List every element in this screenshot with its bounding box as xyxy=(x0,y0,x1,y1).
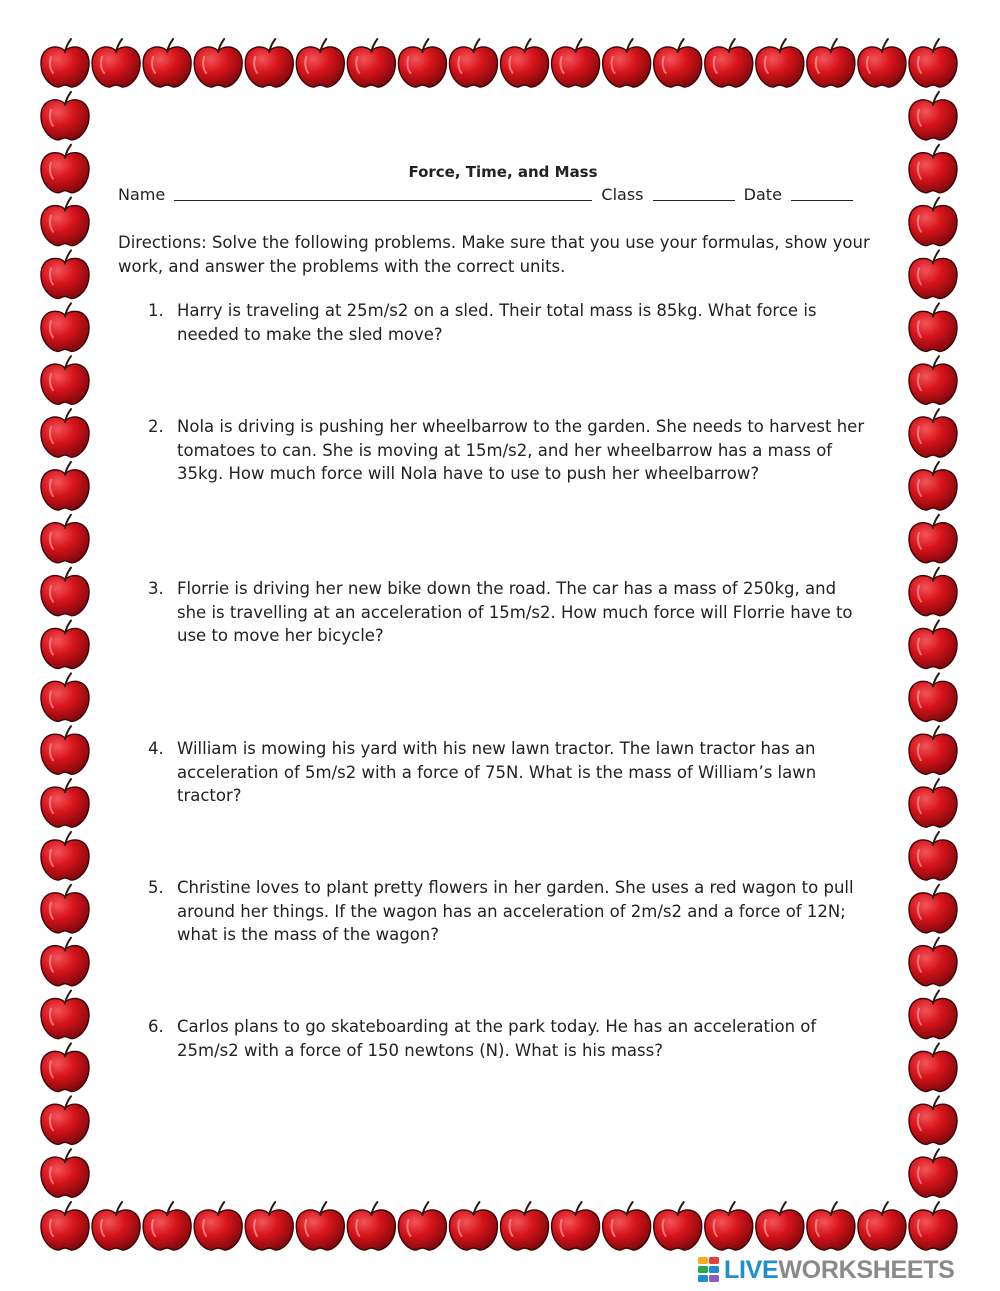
apple-icon xyxy=(41,885,89,933)
apple-icon xyxy=(41,938,89,986)
problem-2 xyxy=(148,415,868,486)
problem-number: 3. xyxy=(148,579,164,598)
problem-text: Florrie is driving her new bike down the road. The car has a mass of 250kg, and she is travelling at an acceleration of 15m/s2. How much force will Florrie have to use to move her bicycle? xyxy=(177,579,853,645)
problem-text: William is mowing his yard with his new lawn tractor. The lawn tractor has an acceleration of 5m/s2 with a force of 75N. What is the mass of William’s lawn tractor? xyxy=(177,739,817,805)
apple-icon xyxy=(92,1202,140,1250)
problem-number: 1. xyxy=(148,301,164,320)
class-label: Class xyxy=(601,185,644,204)
apple-icon xyxy=(41,250,89,298)
apple-icon xyxy=(909,515,957,563)
apple-icon xyxy=(909,198,957,246)
apple-icon xyxy=(41,1202,89,1250)
apple-icon xyxy=(92,39,140,87)
apple-icon xyxy=(41,991,89,1039)
apple-icon xyxy=(909,145,957,193)
apple-icon xyxy=(398,1202,446,1250)
apple-icon xyxy=(909,356,957,404)
apple-icon xyxy=(296,1202,344,1250)
problem-5 xyxy=(148,876,868,947)
problem-6 xyxy=(148,1015,868,1062)
apple-icon xyxy=(909,991,957,1039)
apple-icon xyxy=(603,39,651,87)
apple-icon xyxy=(909,462,957,510)
apple-icon xyxy=(909,92,957,140)
apple-icon xyxy=(41,198,89,246)
apple-icon xyxy=(41,779,89,827)
apple-icon xyxy=(807,1202,855,1250)
apple-icon xyxy=(909,885,957,933)
apple-icon xyxy=(654,39,702,87)
apple-icon xyxy=(41,356,89,404)
problem-number: 4. xyxy=(148,739,164,758)
apple-icon xyxy=(909,409,957,457)
apple-icon xyxy=(501,39,549,87)
apple-icon xyxy=(347,39,395,87)
apple-icon xyxy=(41,515,89,563)
problem-number: 6. xyxy=(148,1017,164,1036)
class-blank[interactable] xyxy=(653,186,735,201)
apple-icon xyxy=(194,1202,242,1250)
problem-text: Nola is driving is pushing her wheelbarrow to the garden. She needs to harvest her tomatoes to can. She is moving at 15m/s2, and her wheelbarrow has a mass of 35kg. How much force will Nola have to use to push her wheelbarrow? xyxy=(177,417,865,483)
apple-icon xyxy=(296,39,344,87)
problem-text: Christine loves to plant pretty flowers in her garden. She uses a red wagon to pull around her things. If the wagon has an acceleration of 2m/s2 and a force of 12N; what is the mass of the wagon? xyxy=(177,878,854,944)
apple-icon xyxy=(909,1202,957,1250)
apple-icon xyxy=(41,673,89,721)
apple-icon xyxy=(552,39,600,87)
apple-icon xyxy=(501,1202,549,1250)
name-blank[interactable] xyxy=(174,186,592,201)
worksheet-title: Force, Time, and Mass xyxy=(408,163,598,181)
apple-icon xyxy=(858,39,906,87)
apple-icon xyxy=(909,673,957,721)
apple-icon xyxy=(552,1202,600,1250)
apple-icon xyxy=(909,1149,957,1197)
apple-icon xyxy=(909,39,957,87)
apple-icon xyxy=(909,832,957,880)
problem-3 xyxy=(148,577,868,648)
apple-icon xyxy=(705,1202,753,1250)
apple-icon xyxy=(449,1202,497,1250)
apple-icon xyxy=(909,621,957,669)
apple-icon xyxy=(449,39,497,87)
apple-icon xyxy=(41,462,89,510)
apple-icon xyxy=(705,39,753,87)
apple-icon xyxy=(41,145,89,193)
apple-icon xyxy=(245,1202,293,1250)
liveworksheets-footer[interactable] xyxy=(698,1254,955,1286)
apple-icon xyxy=(807,39,855,87)
apple-icon xyxy=(603,1202,651,1250)
apple-icon xyxy=(909,250,957,298)
apple-icon xyxy=(756,1202,804,1250)
apple-icon xyxy=(909,726,957,774)
apple-icon xyxy=(756,39,804,87)
date-label: Date xyxy=(743,185,782,204)
apple-icon xyxy=(41,1149,89,1197)
problem-4 xyxy=(148,737,868,808)
name-label: Name xyxy=(118,185,166,204)
apple-icon xyxy=(245,39,293,87)
apple-icon xyxy=(41,1096,89,1144)
apple-icon xyxy=(909,303,957,351)
problem-number: 5. xyxy=(148,878,164,897)
apple-icon xyxy=(909,1043,957,1091)
apple-icon xyxy=(398,39,446,87)
apple-icon xyxy=(41,1043,89,1091)
apple-icon xyxy=(909,779,957,827)
apple-icon xyxy=(41,568,89,616)
apple-icon xyxy=(41,409,89,457)
problem-text: Harry is traveling at 25m/s2 on a sled. Their total mass is 85kg. What force is needed to make the sled move? xyxy=(177,301,817,344)
problem-1 xyxy=(148,299,868,346)
apple-icon xyxy=(909,938,957,986)
name-class-date-line xyxy=(118,184,888,206)
liveworksheets-brand: LIVEWORKSHEETS xyxy=(724,1255,955,1284)
apple-icon xyxy=(654,1202,702,1250)
directions: Directions: Solve the following problems. Make sure that you use your formulas, show your work, and answer the problems with the correct units. xyxy=(118,233,870,276)
apple-icon xyxy=(347,1202,395,1250)
apple-icon xyxy=(194,39,242,87)
apple-icon xyxy=(143,39,191,87)
apple-icon xyxy=(41,92,89,140)
date-blank[interactable] xyxy=(791,186,853,201)
apple-icon xyxy=(858,1202,906,1250)
apple-icon xyxy=(41,832,89,880)
apple-icon xyxy=(41,726,89,774)
apple-icon xyxy=(41,303,89,351)
apple-icon xyxy=(41,39,89,87)
apple-icon xyxy=(909,1096,957,1144)
problem-number: 2. xyxy=(148,417,164,436)
apple-icon xyxy=(143,1202,191,1250)
apple-icon xyxy=(909,568,957,616)
worksheet xyxy=(118,160,888,279)
problem-text: Carlos plans to go skateboarding at the park today. He has an acceleration of 25m/s2 with a force of 150 newtons (N). What is his mass? xyxy=(177,1017,817,1060)
liveworksheets-logo-icon xyxy=(698,1257,720,1283)
apple-icon xyxy=(41,621,89,669)
